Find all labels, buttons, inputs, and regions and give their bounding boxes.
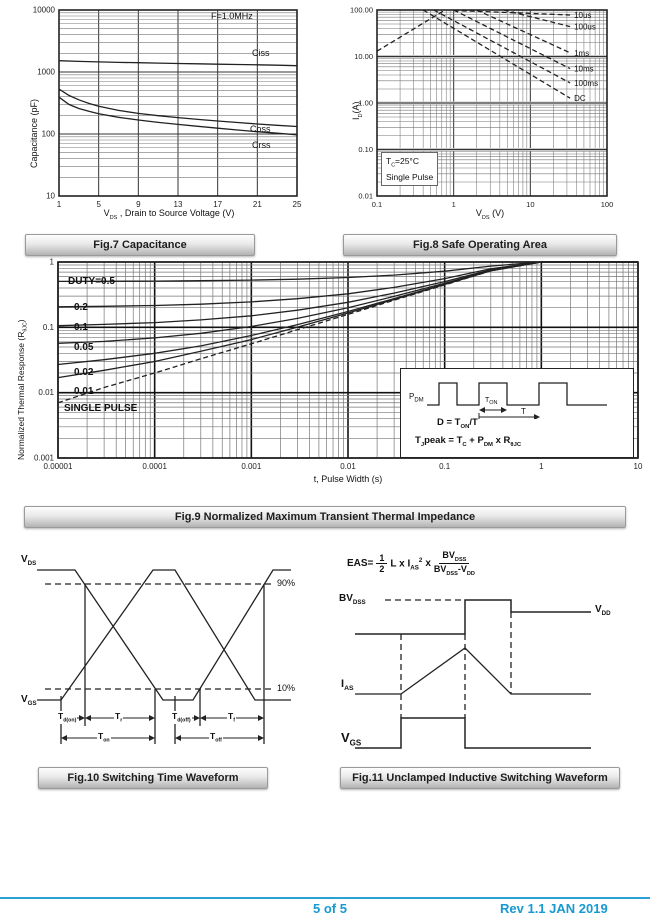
fig11-eas-formula: EAS= $\frac{1}{2}$ L x $I_{AS}^2$ x $BV_{DSS}$ $BV_{DSS}-V_{DD}$ xyxy=(347,550,475,577)
fig7-y-axis-title: Capacitance (pF) xyxy=(29,98,39,168)
fig9-y-axis-title: Normalized Thermal Response $(R_{\theta JC})$ xyxy=(16,319,29,460)
x-tick-label: 1 xyxy=(56,200,62,208)
fig9-inset-box xyxy=(400,368,634,458)
tjpeak-formula: $T_Jpeak = T_C + P_{DM}$ x $R_{\theta JC}$ xyxy=(415,435,522,448)
x-tick-label: 10 xyxy=(526,200,535,208)
series-1ms xyxy=(477,10,570,53)
series-label-DC: DC xyxy=(574,94,586,104)
fig8-condition-pulse: Single Pulse xyxy=(386,171,434,182)
duty-formula: $D = T_{ON}/T$ xyxy=(437,417,478,430)
fig11-waveform-diagram xyxy=(333,586,640,758)
x-tick-label: 0.0001 xyxy=(142,462,167,471)
fig11-ias-label: $I_{AS}$ xyxy=(341,678,354,693)
fig10-vds-label: $V_{DS}$ xyxy=(21,554,37,567)
footer-divider xyxy=(0,897,650,899)
fig9-figure xyxy=(8,256,644,502)
x-tick-label: 0.1 xyxy=(439,462,451,471)
fig8-figure xyxy=(335,2,645,230)
fig10-90pct-label: 90% xyxy=(277,578,296,588)
footer-page-number: 5 of 5 xyxy=(313,901,347,916)
fig7-test-condition: F=1.0MHz xyxy=(211,11,253,21)
fig10-tr-label: $T_r$ xyxy=(115,711,123,724)
y-tick-label: 1000 xyxy=(37,67,55,77)
fig10-figure xyxy=(15,548,315,760)
x-tick-label: 0.1 xyxy=(371,200,383,208)
y-tick-label: 100.00 xyxy=(350,5,373,15)
series-label-100us: 100us xyxy=(574,22,596,32)
y-tick-label: 10 xyxy=(46,191,55,201)
x-tick-label: 21 xyxy=(252,200,262,208)
y-tick-label: 0.10 xyxy=(358,145,373,154)
fig7-x-axis-title: $V_{DS}$ , Drain to Source Voltage (V) xyxy=(103,208,235,221)
series-label-10us: 10us xyxy=(574,11,592,21)
fig11-vgs-label: $V_{GS}$ xyxy=(341,730,362,748)
fig10-ton-label: $T_{on}$ xyxy=(98,731,110,744)
x-tick-label: 13 xyxy=(173,200,183,208)
fig7-capacitance-chart xyxy=(15,2,323,208)
x-tick-label: 9 xyxy=(136,200,141,208)
fig9-caption: Fig.9 Normalized Maximum Transient Thermal Impedance xyxy=(24,506,626,528)
ton-label: $T_{ON}$ xyxy=(485,397,498,406)
fig8-y-axis-title: $I_D(A)$ xyxy=(351,101,364,120)
fig11-vdd-label: $V_{DD}$ xyxy=(595,604,611,617)
x-tick-label: 1 xyxy=(451,200,456,208)
fig8-caption: Fig.8 Safe Operating Area xyxy=(343,234,617,256)
y-tick-label: 0.1 xyxy=(42,322,54,332)
series-label-1ms: 1ms xyxy=(574,48,590,58)
fig9-duty-label-0.01: 0.01 xyxy=(74,386,94,397)
fig7-curve-label-ciss: Ciss xyxy=(252,48,270,58)
fig9-pulse-train-diagram xyxy=(403,371,631,419)
fig7-curve-label-coss: Coss xyxy=(250,124,271,134)
x-tick-label: 0.001 xyxy=(241,462,262,471)
x-tick-label: 0.00001 xyxy=(43,462,73,471)
fig7-figure xyxy=(15,2,323,230)
fig10-10pct-label: 10% xyxy=(277,683,296,693)
x-tick-label: 17 xyxy=(213,200,223,208)
fig10-caption: Fig.10 Switching Time Waveform xyxy=(38,767,268,789)
fig10-tdon-label: $T_{d(on)}$ xyxy=(58,711,77,724)
x-tick-label: 100 xyxy=(600,200,614,208)
fig10-tf-label: $T_f$ xyxy=(228,711,235,724)
x-tick-label: 5 xyxy=(96,200,101,208)
fig7-caption: Fig.7 Capacitance xyxy=(25,234,255,256)
x-tick-label: 10 xyxy=(633,462,643,471)
fig8-x-axis-title: $V_{DS}$ (V) xyxy=(475,208,505,221)
fig11-caption: Fig.11 Unclamped Inductive Switching Waveform xyxy=(340,767,620,789)
fig9-duty-label-0.02: 0.02 xyxy=(74,367,94,378)
footer-revision: Rev 1.1 JAN 2019 xyxy=(500,901,608,916)
fig10-vgs-label: $V_{GS}$ xyxy=(21,694,37,707)
pdm-label: $P_{DM}$ xyxy=(409,392,424,404)
fig9-duty-label-0.2: 0.2 xyxy=(74,302,88,313)
fig7-curve-label-crss: Crss xyxy=(252,140,271,150)
series-label-10ms: 10ms xyxy=(574,64,594,74)
y-tick-label: 100 xyxy=(41,129,55,139)
x-tick-label: 25 xyxy=(292,200,302,208)
y-tick-label: 10.00 xyxy=(354,52,373,61)
fig9-single-pulse-label: SINGLE PULSE xyxy=(64,403,138,414)
fig8-test-conditions xyxy=(381,152,438,186)
x-tick-label: 1 xyxy=(539,462,544,471)
period-label: T xyxy=(521,407,526,416)
fig9-duty-label-0.5: DUTY=0.5 xyxy=(68,276,115,287)
series-DC xyxy=(423,10,570,98)
fig10-toff-label: $T_{off}$ xyxy=(210,731,222,744)
series-RDS(on) limit xyxy=(377,10,445,51)
fig9-x-axis-title: t, Pulse Width (s) xyxy=(313,474,383,484)
fig11-bvdss-label: $BV_{DSS}$ xyxy=(339,593,366,606)
y-tick-label: 1.00 xyxy=(358,98,373,108)
fig9-duty-label-0.05: 0.05 xyxy=(74,342,94,353)
y-tick-label: 0.001 xyxy=(33,453,54,463)
x-tick-label: 0.01 xyxy=(340,462,356,471)
fig8-condition-temp: $T_C=25^\circ C$ xyxy=(386,156,419,169)
y-tick-label: 10000 xyxy=(32,5,55,15)
fig10-waveform-diagram xyxy=(15,548,315,760)
fig9-duty-label-0.1: 0.1 xyxy=(74,322,88,333)
y-tick-label: 0.01 xyxy=(38,388,54,398)
series-label-100ms: 100ms xyxy=(574,78,599,88)
fig11-figure xyxy=(333,548,640,760)
fig10-tdoff-label: $T_{d(off)}$ xyxy=(172,711,191,724)
y-tick-label: 0.01 xyxy=(358,191,373,201)
y-tick-label: 1 xyxy=(49,257,54,267)
